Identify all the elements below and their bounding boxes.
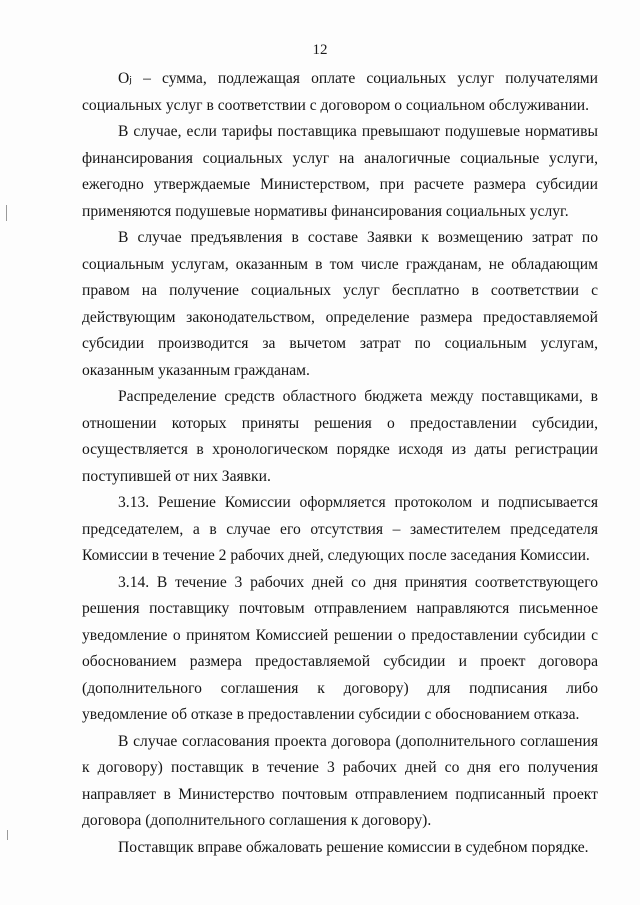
- paragraph-appeal: Поставщик вправе обжаловать решение комиссии в судебном порядке.: [118, 838, 589, 856]
- scan-artifact-mark: [7, 830, 8, 840]
- document-body: [82, 66, 598, 861]
- paragraph-budget-distribution: Распределение средств областного бюджета между поставщиками, в отношении которых приняты решения о предоставлении субсидии, осуществляется в хронологическом порядке исходя из даты регистрации поступившей от них Заявки.: [82, 388, 598, 485]
- paragraph-oj-definition: Oⱼ – сумма, подлежащая оплате социальных услуг получателями социальных услуг в соответствии с договором о социальном обслуживании.: [82, 70, 598, 114]
- paragraph-claims-deduction: В случае предъявления в составе Заявки к возмещению затрат по социальным услугам, оказанным в том числе гражданам, не обладающим правом на получение социальных услуг бесплатно в соответствии с действующим законодательством, определение размера предоставляемой субсидии производится за вычетом затрат по социальным услугам, оказанным указанным гражданам.: [82, 229, 598, 379]
- paragraph-contract-approval: В случае согласования проекта договора (дополнительного соглашения к договору) поставщик в течение 3 рабочих дней со дня его получения направляет в Министерство почтовым отправлением подписанный проект договора (дополнительного соглашения к договору).: [82, 732, 598, 829]
- page-number: 12: [312, 42, 328, 58]
- paragraph-tariff-exceeds: В случае, если тарифы поставщика превышают подушевые нормативы финансирования социальных услуг на аналогичные социальные услуги, ежегодно утверждаемые Министерством, при расчете размера субсидии применяются подушевые нормативы финансирования социальных услуг.: [82, 123, 598, 220]
- paragraph-3-14: 3.14. В течение 3 рабочих дней со дня принятия соответствующего решения поставщику почтовым отправлением направляются письменное уведомление о принятом Комиссией решении о предоставлении субсидии с обоснованием размера предоставляемой субсидии и проект договора (дополнительного соглашения к договору) для подписания либо уведомление об отказе в предоставлении субсидии с обоснованием отказа.: [82, 573, 598, 723]
- paragraph-3-13: 3.13. Решение Комиссии оформляется протоколом и подписывается председателем, а в случае его отсутствия – заместителем председателя Комиссии в течение 2 рабочих дней, следующих после заседания Комиссии.: [82, 494, 598, 564]
- scan-artifact-mark: [6, 205, 7, 221]
